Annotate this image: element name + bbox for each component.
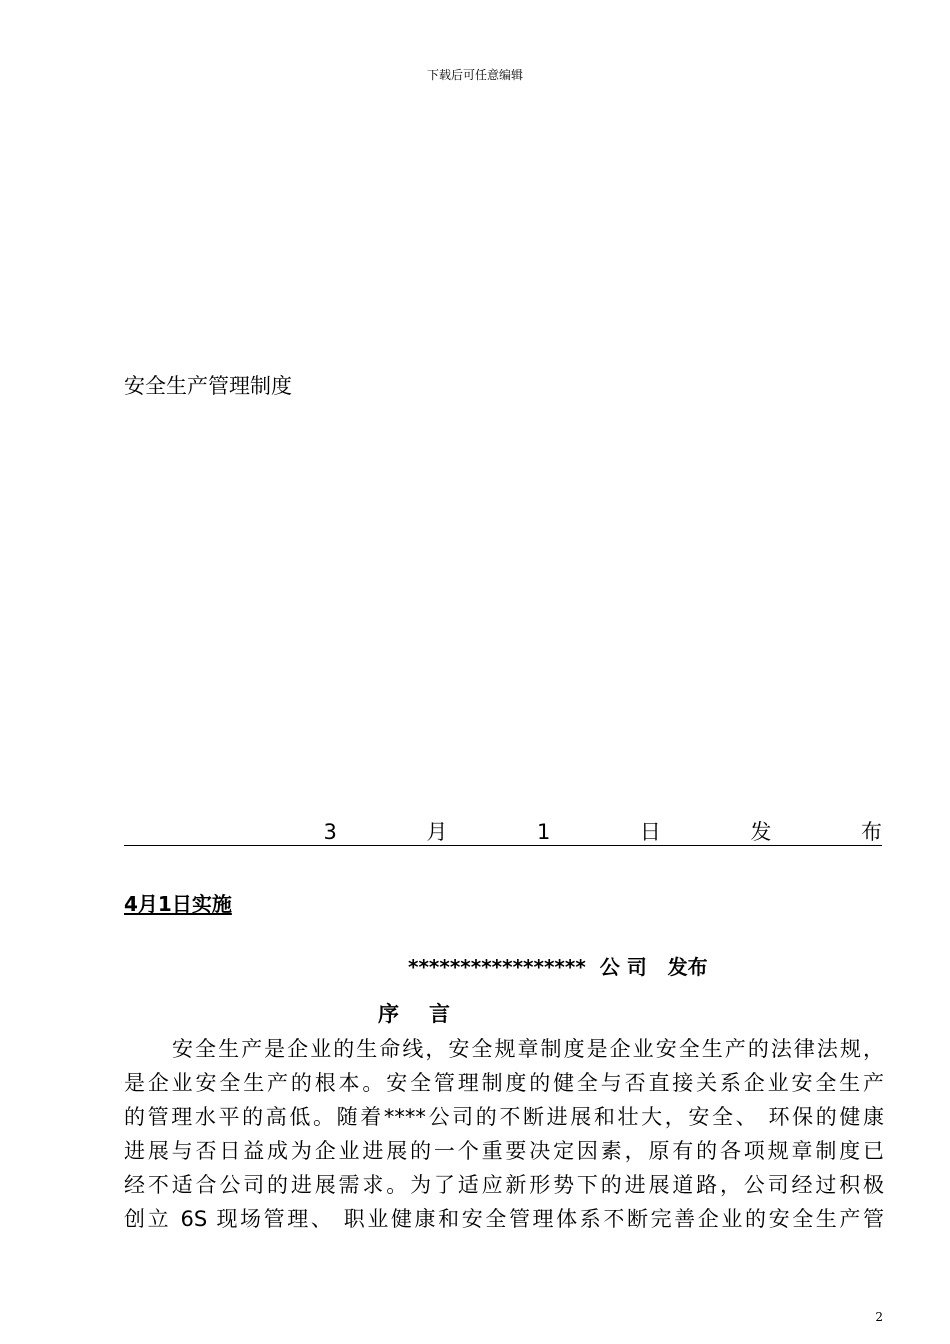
- release-month-number: 3: [323, 820, 337, 844]
- page-number: 2: [875, 1310, 883, 1324]
- release-indent: [124, 820, 234, 845]
- release-day-char: 日: [639, 820, 661, 844]
- preface-title: 序言: [378, 1002, 480, 1026]
- header-note: 下载后可任意编辑: [426, 68, 523, 82]
- effective-date: 4月1日实施: [124, 892, 232, 916]
- document-title: 安全生产管理制度: [124, 374, 292, 398]
- preface-line: 创立 6S 现场管理、 职业健康和安全管理体系不断完善企业的安全生产管: [124, 1207, 884, 1231]
- release-day-number: 1: [536, 820, 551, 844]
- release-word-1: 发: [750, 820, 772, 844]
- preface-line: 是企业安全生产的根本。安全管理制度的健全与否直接关系企业安全生产: [124, 1071, 884, 1095]
- preface-line: 经不适合公司的进展需求。为了适应新形势下的进展道路，公司经过积极: [124, 1173, 884, 1197]
- preface-line: 进展与否日益成为企业进展的一个重要决定因素，原有的各项规章制度已: [124, 1139, 884, 1163]
- preface-line: 安全生产是企业的生命线，安全规章制度是企业安全生产的法律法规，: [172, 1037, 884, 1061]
- release-month-char: 月: [426, 820, 448, 844]
- release-word-2: 布: [860, 820, 882, 844]
- preface-line: 的管理水平的高低。随着****公司的不断进展和壮大，安全、 环保的健康: [124, 1105, 884, 1129]
- issuer-line: ***************** 公 司 发布: [408, 955, 708, 979]
- release-date-line: [124, 820, 882, 846]
- preface-body: [124, 1032, 884, 1236]
